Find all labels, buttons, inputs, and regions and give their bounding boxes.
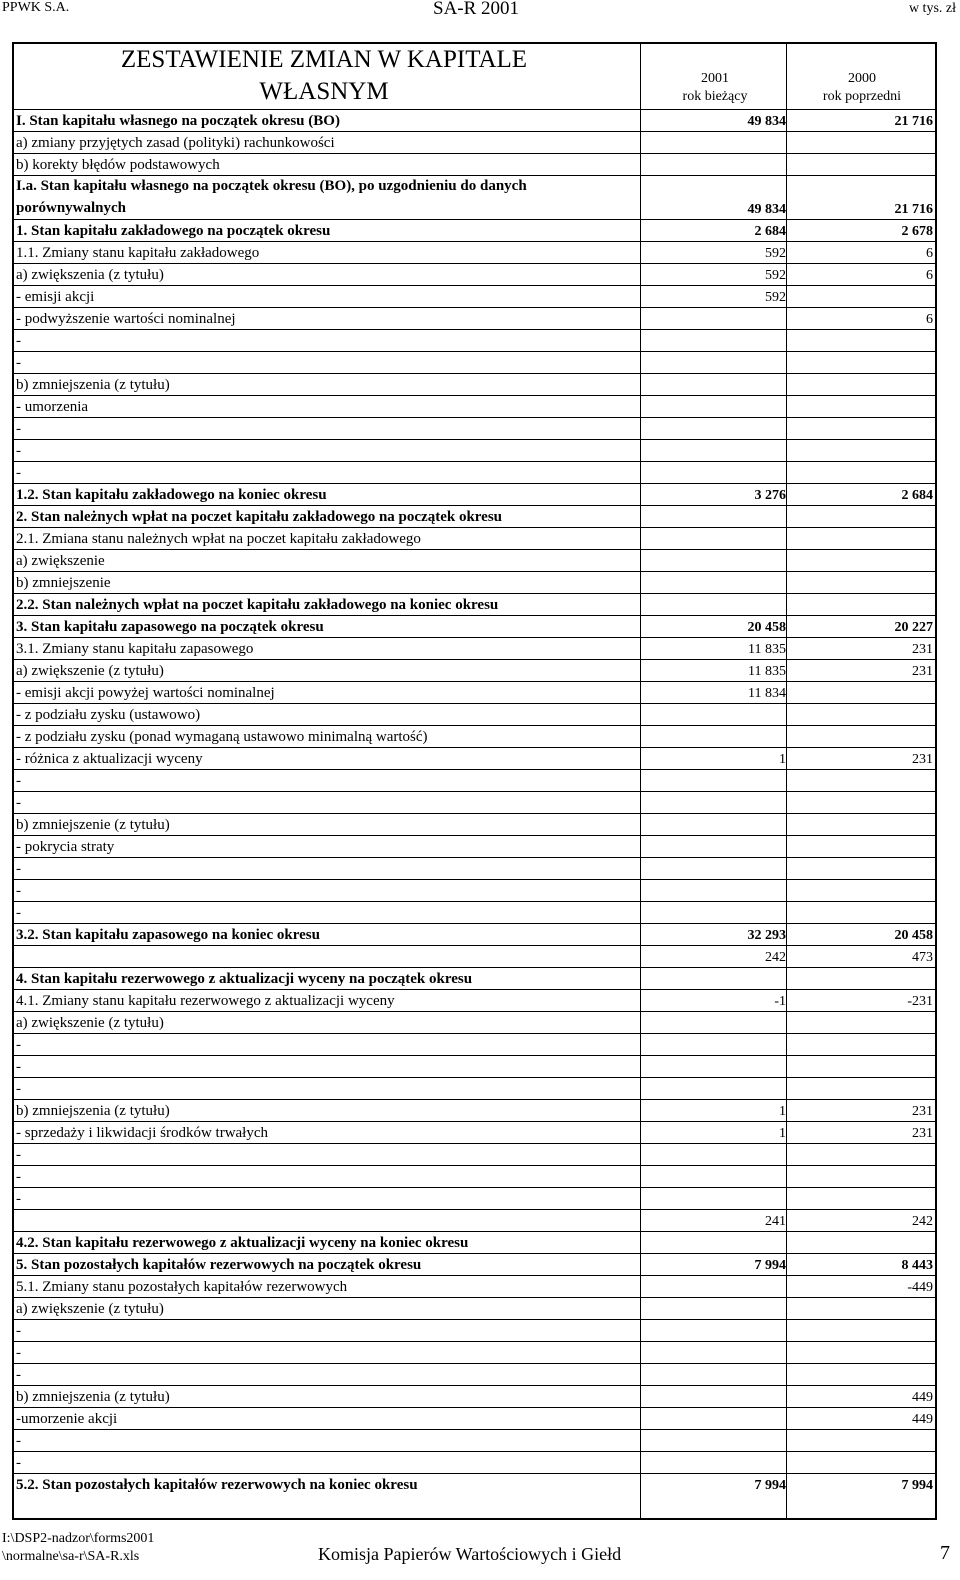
table-row <box>14 1275 935 1297</box>
row-label: 5. Stan pozostałych kapitałów rezerwowych na początek okresu <box>16 1257 422 1273</box>
row-label: - <box>16 1169 21 1185</box>
value-current-year: 592 <box>765 246 786 261</box>
table-row <box>14 1253 935 1275</box>
row-label: - <box>16 1147 21 1163</box>
table-row <box>14 967 935 989</box>
row-label: - <box>16 1433 21 1449</box>
table-row <box>14 549 935 571</box>
row-label: 3.1. Zmiany stanu kapitału zapasowego <box>16 641 254 657</box>
table-row <box>14 1055 935 1077</box>
value-previous-year: 231 <box>912 664 933 679</box>
row-label: - sprzedaży i likwidacji środków trwałych <box>16 1125 269 1141</box>
table-row <box>14 945 935 967</box>
value-previous-year: -449 <box>907 1280 933 1295</box>
row-label: 3.2. Stan kapitału zapasowego na koniec okresu <box>16 927 320 943</box>
value-previous-year: 231 <box>912 1104 933 1119</box>
file-path-line-2: \normalne\sa-r\SA-R.xls <box>2 1549 140 1564</box>
table-row <box>14 1033 935 1055</box>
row-label: 4.2. Stan kapitału rezerwowego z aktualizacji wyceny na koniec okresu <box>16 1235 469 1251</box>
table-row <box>14 1473 935 1495</box>
footer-institution: Komisja Papierów Wartościowych i Giełd <box>318 1544 622 1564</box>
row-label: b) zmniejszenia (z tytułu) <box>16 1389 170 1405</box>
value-current-year: 32 293 <box>747 928 786 943</box>
row-label: - emisji akcji <box>16 289 95 305</box>
table-row <box>14 1099 935 1121</box>
row-label: - umorzenia <box>16 399 89 415</box>
row-label: - <box>16 443 21 459</box>
row-label: 1.1. Zmiany stanu kapitału zakładowego <box>16 245 260 261</box>
row-label: a) zwiększenia (z tytułu) <box>16 267 164 283</box>
row-label: - z podziału zysku (ponad wymaganą ustawowo minimalną wartość) <box>16 729 428 745</box>
file-path <box>2 1530 154 1566</box>
row-label: I. Stan kapitału własnego na początek okresu (BO) <box>16 113 340 129</box>
table-row <box>14 879 935 901</box>
table-row <box>14 1407 935 1429</box>
row-label: - <box>16 333 21 349</box>
row-label: - <box>16 465 21 481</box>
table-row <box>14 703 935 725</box>
value-previous-year: 21 716 <box>894 202 933 217</box>
company-name: PPWK S.A. <box>2 0 70 15</box>
table-row <box>14 1385 935 1407</box>
table-row <box>14 527 935 549</box>
table-row <box>14 483 935 505</box>
value-current-year: 7 994 <box>754 1478 786 1493</box>
column-header-previous <box>789 70 935 106</box>
value-current-year: 2 684 <box>754 224 786 239</box>
value-previous-year: 21 716 <box>894 114 933 129</box>
value-previous-year: 8 443 <box>901 1258 933 1273</box>
title-line-1: ZESTAWIENIE ZMIAN W KAPITALE <box>120 46 528 73</box>
table-row <box>14 373 935 395</box>
table-row <box>14 1297 935 1319</box>
unit-label: w tys. zł <box>908 1 956 16</box>
table-row <box>14 505 935 527</box>
table-row <box>14 417 935 439</box>
value-current-year: 1 <box>779 1126 786 1141</box>
table-row <box>14 835 935 857</box>
value-previous-year: 6 <box>926 268 933 283</box>
row-label: 1.2. Stan kapitału zakładowego na koniec okresu <box>16 487 327 503</box>
row-label: 5.1. Zmiany stanu pozostałych kapitałów rezerwowych <box>16 1279 348 1295</box>
table-row <box>14 1363 935 1385</box>
row-label: 2. Stan należnych wpłat na poczet kapitału zakładowego na początek okresu <box>16 509 503 525</box>
value-previous-year: 6 <box>926 312 933 327</box>
value-current-year: 1 <box>779 1104 786 1119</box>
row-label: 3. Stan kapitału zapasowego na początek okresu <box>16 619 324 635</box>
table-row <box>14 1077 935 1099</box>
value-current-year: 49 834 <box>747 114 786 129</box>
table-row <box>14 659 935 681</box>
row-label: - <box>16 773 21 789</box>
table-row <box>14 989 935 1011</box>
previous-year: 2000 <box>848 71 876 86</box>
value-previous-year: 449 <box>912 1412 933 1427</box>
value-current-year: 3 276 <box>754 488 786 503</box>
table-row <box>14 857 935 879</box>
table-row <box>14 175 935 219</box>
value-current-year: 592 <box>765 290 786 305</box>
row-label: 1. Stan kapitału zakładowego na początek okresu <box>16 223 331 239</box>
table-row <box>14 307 935 329</box>
value-previous-year: 7 994 <box>901 1478 933 1493</box>
form-code: SA-R 2001 <box>433 0 520 19</box>
table-row <box>14 1121 935 1143</box>
value-previous-year: 473 <box>912 950 933 965</box>
row-label: - <box>16 883 21 899</box>
row-label: - <box>16 905 21 921</box>
value-previous-year: -231 <box>907 994 933 1009</box>
table-row <box>14 1341 935 1363</box>
row-label: - <box>16 1345 21 1361</box>
row-label: b) zmniejszenie <box>16 575 111 591</box>
row-label: - podwyższenie wartości nominalnej <box>16 311 236 327</box>
row-label: a) zwiększenie <box>16 553 105 569</box>
value-current-year: 242 <box>765 950 786 965</box>
row-label: - <box>16 1455 21 1471</box>
value-current-year: 11 835 <box>748 664 786 679</box>
value-previous-year: 2 684 <box>901 488 933 503</box>
row-label: 2.1. Zmiana stanu należnych wpłat na poczet kapitału zakładowego <box>16 531 421 547</box>
page-header <box>0 0 960 26</box>
table-row <box>14 1209 935 1231</box>
value-previous-year: 449 <box>912 1390 933 1405</box>
value-previous-year: 20 227 <box>894 620 933 635</box>
current-year: 2001 <box>701 71 729 86</box>
table-row <box>14 681 935 703</box>
table-row <box>14 571 935 593</box>
row-label: - z podziału zysku (ustawowo) <box>16 707 201 723</box>
table-row <box>14 329 935 351</box>
row-label: - <box>16 1037 21 1053</box>
row-label: - emisji akcji powyżej wartości nominalnej <box>16 685 275 701</box>
table-row <box>14 725 935 747</box>
table-row <box>14 1165 935 1187</box>
row-label: - <box>16 795 21 811</box>
row-label: - pokrycia straty <box>16 839 115 855</box>
value-current-year: 241 <box>765 1214 786 1229</box>
table-row <box>14 153 935 175</box>
table-row <box>14 1319 935 1341</box>
table-row <box>14 351 935 373</box>
row-label: - <box>16 1323 21 1339</box>
table-row <box>14 219 935 241</box>
row-label: a) zwiększenie (z tytułu) <box>16 1301 164 1317</box>
table-row <box>14 1011 935 1033</box>
table-row <box>14 1451 935 1473</box>
value-previous-year: 20 458 <box>894 928 933 943</box>
row-label: a) zmiany przyjętych zasad (polityki) rachunkowości <box>16 135 335 151</box>
row-label: 4. Stan kapitału rezerwowego z aktualizacji wyceny na początek okresu <box>16 971 473 987</box>
table-row <box>14 615 935 637</box>
row-label: - <box>16 861 21 877</box>
table-row <box>14 263 935 285</box>
row-label: - <box>16 1191 21 1207</box>
row-label: b) zmniejszenia (z tytułu) <box>16 1103 170 1119</box>
table-row <box>14 901 935 923</box>
row-label: - <box>16 1081 21 1097</box>
table-row <box>14 461 935 483</box>
table-row <box>14 241 935 263</box>
value-previous-year: 231 <box>912 1126 933 1141</box>
table-row <box>14 285 935 307</box>
row-label: 5.2. Stan pozostałych kapitałów rezerwowych na koniec okresu <box>16 1477 418 1493</box>
value-current-year: 1 <box>779 752 786 767</box>
row-label: -umorzenie akcji <box>16 1411 118 1427</box>
value-current-year: 7 994 <box>754 1258 786 1273</box>
file-path-line-1: I:\DSP2-nadzor\forms2001 <box>2 1531 155 1546</box>
value-current-year: 49 834 <box>747 202 786 217</box>
row-label: - <box>16 421 21 437</box>
table-row <box>14 109 935 131</box>
value-previous-year: 2 678 <box>901 224 933 239</box>
table-row <box>14 1429 935 1451</box>
row-label: 4.1. Zmiany stanu kapitału rezerwowego z aktualizacji wyceny <box>16 993 395 1009</box>
row-label: - różnica z aktualizacji wyceny <box>16 751 203 767</box>
title-line-2: WŁASNYM <box>259 78 389 105</box>
table-row <box>14 593 935 615</box>
current-year-label: rok bieżący <box>682 89 748 104</box>
page-title <box>14 44 634 108</box>
row-label: - <box>16 1059 21 1075</box>
statement-table <box>14 109 935 1495</box>
row-label: a) zwiększenie (z tytułu) <box>16 1015 164 1031</box>
row-label: a) zwiększenie (z tytułu) <box>16 663 164 679</box>
row-label: 2.2. Stan należnych wpłat na poczet kapitału zakładowego na koniec okresu <box>16 597 499 613</box>
value-current-year: 592 <box>765 268 786 283</box>
value-previous-year: 6 <box>926 246 933 261</box>
table-row <box>14 1187 935 1209</box>
value-current-year: 20 458 <box>747 620 786 635</box>
value-previous-year: 231 <box>912 642 933 657</box>
value-previous-year: 231 <box>912 752 933 767</box>
table-row <box>14 769 935 791</box>
table-row <box>14 1231 935 1253</box>
value-current-year: -1 <box>774 994 786 1009</box>
table-row <box>14 131 935 153</box>
value-previous-year: 242 <box>912 1214 933 1229</box>
table-row <box>14 1143 935 1165</box>
page-number: 7 <box>940 1542 950 1564</box>
column-header-current <box>645 70 785 106</box>
table-row <box>14 747 935 769</box>
row-label: b) zmniejszenie (z tytułu) <box>16 817 170 833</box>
row-label: b) korekty błędów podstawowych <box>16 157 220 173</box>
table-row <box>14 395 935 417</box>
table-row <box>14 637 935 659</box>
table-row <box>14 791 935 813</box>
table-row <box>14 439 935 461</box>
row-label: - <box>16 355 21 371</box>
previous-year-label: rok poprzedni <box>822 89 902 104</box>
value-current-year: 11 834 <box>748 686 786 701</box>
table-row <box>14 813 935 835</box>
row-label: - <box>16 1367 21 1383</box>
row-label: b) zmniejszenia (z tytułu) <box>16 377 170 393</box>
row-label: I.a. Stan kapitału własnego na początek okresu (BO), po uzgodnieniu do danych porównywalnych <box>16 178 527 216</box>
table-row <box>14 923 935 945</box>
value-current-year: 11 835 <box>748 642 786 657</box>
